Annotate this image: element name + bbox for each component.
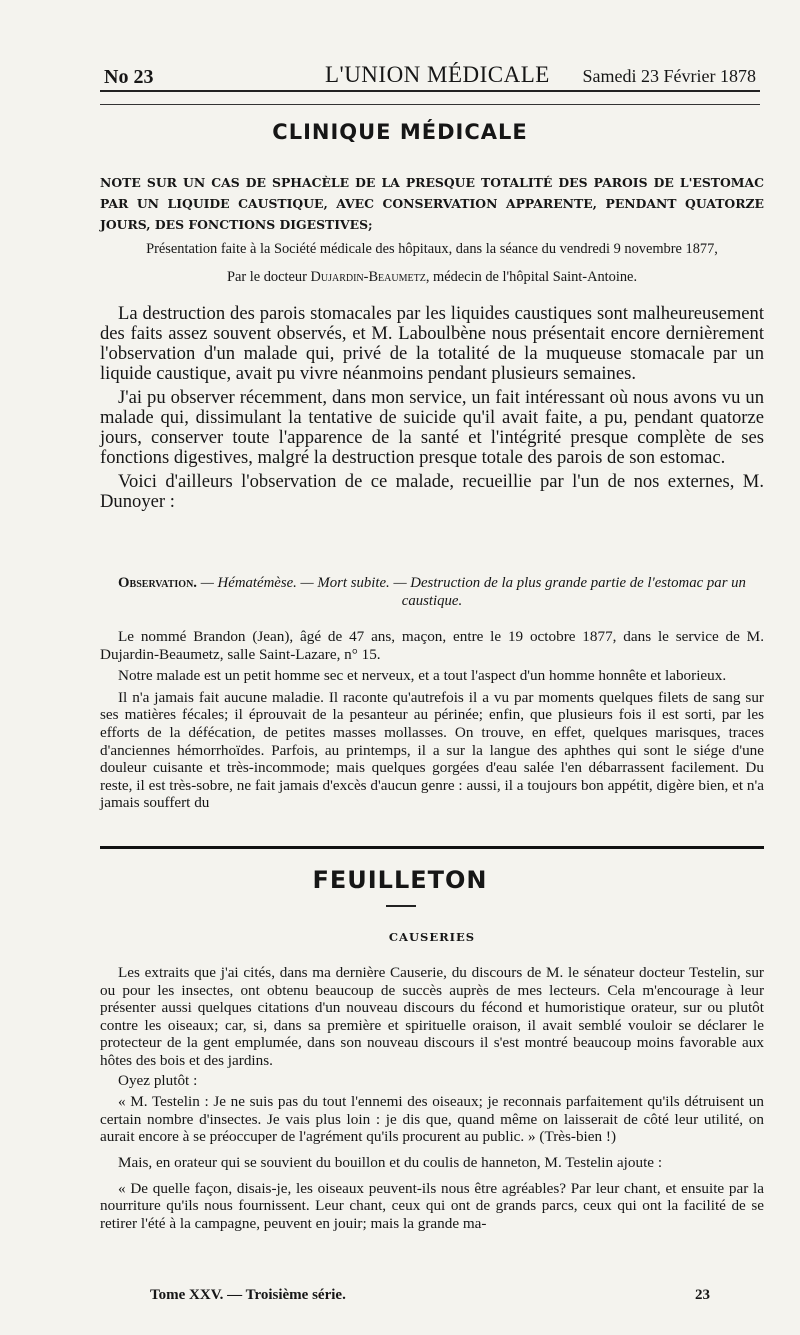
feuilleton-paragraph-4: Mais, en orateur qui se souvient du bouillon et du coulis de hanneton, M. Testelin ajoute :: [118, 1153, 663, 1171]
title-ornament: [386, 905, 416, 907]
causeries-subtitle: CAUSERIES: [388, 930, 476, 944]
author-name: Dujardin-Beaumetz: [310, 269, 426, 285]
feuilleton-paragraph-3: « M. Testelin : Je ne suis pas du tout l'ennemi des oiseaux; je reconnais parfaitement qu'ils détruisent un certain nombre d'insectes. Je vais plus loin : je dis que, quand même on laisserait de côté leur utilité, on aurait encore à se préoccuper de l'agrément qu'ils procurent au public. » (Très-bien !): [100, 1093, 764, 1146]
feuilleton-divider: [100, 846, 764, 849]
page-footer: [150, 1287, 710, 1309]
observation-heading: [100, 574, 764, 610]
author-line: [100, 268, 764, 286]
paragraph-2: J'ai pu observer récemment, dans mon service, un fait intéressant où nous avons vu un malade qui, dissimulant la tentative de suicide qu'il avait faite, a pu, pendant quatorze jours, conserver toute l'apparence de la santé et l'intégrité presque complète de ses fonctions digestives, malgré la destruction presque totale des parois de son estomac.: [100, 387, 764, 468]
article-title: [100, 172, 764, 235]
obs-paragraph-1: Le nommé Brandon (Jean), âgé de 47 ans, maçon, entre le 19 octobre 1877, dans le service de M. Dujardin-Beaumetz, salle Saint-Lazare, n° 15.: [100, 628, 764, 663]
journal-title: L'UNION MÉDICALE: [325, 62, 550, 87]
article-title-text: NOTE SUR UN CAS DE SPHACÈLE DE LA PRESQUE TOTALITÉ DES PAROIS DE L'ESTOMAC PAR UN LIQUIDE CAUSTIQUE, AVEC CONSERVATION APPARENTE, PENDANT QUATORZE JOURS, DES FONCTIONS DIGESTIVES;: [100, 175, 764, 232]
observation-title: — Hématémèse. — Mort subite. — Destruction de la plus grande partie de l'estomac par un caustique.: [200, 575, 746, 609]
issue-number: No 23: [104, 66, 154, 88]
paragraph-3: Voici d'ailleurs l'observation de ce malade, recueillie par l'un de nos externes, M. Dunoyer :: [100, 471, 764, 512]
presentation-line: [100, 240, 764, 258]
feuilleton-paragraph-2: Oyez plutôt :: [118, 1071, 198, 1089]
author-prefix: Par le docteur: [226, 269, 307, 285]
feuilleton-paragraph-5: « De quelle façon, disais-je, les oiseaux peuvent-ils nous être agréables? Par leur chant, et ensuite par la nourriture qu'ils nous fournissent. Leur chant, ceux qui ont de grands parcs, ceux qui ont la facilité de se retirer l'été à la campagne, peuvent en jouir; mais la grande ma-: [100, 1179, 764, 1232]
clinique-section-title: CLINIQUE MÉDICALE: [272, 120, 528, 144]
obs-paragraph-3: Il n'a jamais fait aucune maladie. Il raconte qu'autrefois il a vu par moments quelques filets de sang sur ses matières fécales; il éprouvait de la pesanteur au périnée; enfin, que plusieurs fois il est sorti, par les efforts de la défécation, de petites masses mollasses. On trouve, en effet, quelques marisques, traces d'anciennes hémorrhoïdes. Parfois, au printemps, il a sur la langue des aphthes qui sont le siége d'une douleur cuisante et très-incommode; mais quelques gorgées d'eau salée l'en débarrassent facilement. Du reste, il est très-sobre, ne fait jamais d'excès d'aucun genre : aussi, il a toujours bon appétit, digère bien, et n'a jamais souffert du: [100, 688, 764, 812]
clinique-body: [100, 304, 764, 512]
volume-label: Tome XXV. — Troisième série.: [150, 1287, 346, 1303]
header-rule: [100, 104, 760, 105]
paragraph-1: La destruction des parois stomacales par les liquides caustiques sont malheureusement des faits assez souvent observés, et M. Laboulbène nous présentait encore dernièrement l'observation d'un malade qui, privé de la totalité de la muqueuse stomacale par un liquide caustique, avait pu vivre néanmoins pendant plusieurs semaines.: [100, 303, 764, 384]
observation-label: Observation.: [118, 575, 197, 591]
author-suffix: , médecin de l'hôpital Saint-Antoine.: [425, 269, 638, 285]
page-number: 23: [695, 1287, 710, 1303]
feuilleton-body: [100, 964, 764, 1232]
observation-body: [100, 628, 764, 812]
presentation-text: Présentation faite à la Société médicale des hôpitaux, dans la séance du vendredi 9 novembre 1877,: [146, 241, 718, 257]
feuilleton-paragraph-1: Les extraits que j'ai cités, dans ma dernière Causerie, du discours de M. le sénateur docteur Testelin, sur ou pour les insectes, ont obtenu beaucoup de succès auprès de mes lecteurs. Cela m'encourage à leur présenter aussi quelques citations d'un nouveau discours du fécond et humoristique orateur, sur ou plutôt contre les oiseaux; car, si, dans sa première et spirituelle oraison, il avait semblé vouloir se déclarer le protecteur de la gent emplumée, dans son nouveau discours il s'est montré beaucoup moins favorable aux hôtes des bois et des jardins.: [100, 964, 764, 1069]
page-header: [100, 62, 760, 92]
obs-paragraph-2: Notre malade est un petit homme sec et nerveux, et a tout l'aspect d'un homme honnête et laborieux.: [118, 667, 727, 685]
causeries-subtitle-block: [100, 930, 764, 944]
feuilleton-section-title: FEUILLETON: [312, 866, 488, 894]
issue-date: Samedi 23 Février 1878: [582, 66, 756, 86]
